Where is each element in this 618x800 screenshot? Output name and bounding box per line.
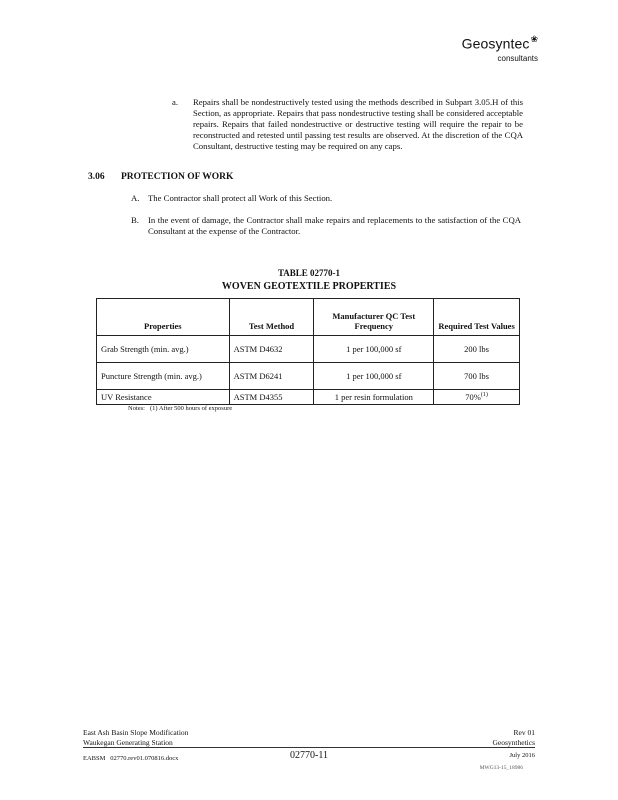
bates-number: MWG13-15_18986 (479, 765, 523, 771)
cell-value (434, 390, 520, 405)
table-row (97, 363, 520, 390)
cell-method: ASTM D4632 (229, 336, 314, 363)
cell-value-text: 70% (465, 392, 481, 402)
table-row (97, 390, 520, 405)
cell-property: Puncture Strength (min. avg.) (97, 363, 230, 390)
logo-subtitle: consultants (497, 54, 538, 64)
section-heading (88, 172, 233, 182)
cell-method: ASTM D4355 (229, 390, 314, 405)
footer-revision-info (493, 728, 536, 747)
table-row (97, 336, 520, 363)
footer-project-info (83, 728, 188, 747)
cell-method: ASTM D6241 (229, 363, 314, 390)
table-caption: TABLE 02770-1 (277, 268, 341, 278)
header-test-method: Test Method (229, 299, 314, 336)
item-a-text: Repairs shall be nondestructively tested using the methods described in Subpart 3.05.H of this Section, as appropriate. Repairs that pass nondestructive testing shall be considered acceptable repairs. Repairs that failed nondestructive or destructive testing will require the repair to be reconstructed and retested until passing test results are observed. At the discretion of the CQA Consultant, destructive testing may be required on any caps. (193, 97, 523, 151)
paragraph-a-text: The Contractor shall protect all Work of this Section. (148, 193, 333, 203)
paragraph-b-text: In the event of damage, the Contractor shall make repairs and replacements to the satisfaction of the CQA Consultant at the expense of the Contractor. (148, 215, 521, 236)
cell-frequency: 1 per 100,000 sf (314, 336, 434, 363)
logo-flower-icon: ❀ (530, 34, 538, 44)
footer-filename: EABSM 02770.rev01.070816.docx (83, 755, 179, 762)
logo-name: Geosyntec❀ (461, 34, 538, 52)
footer-rev: Rev 01 (513, 728, 535, 737)
header-qc-frequency: Manufacturer QC Test Frequency (314, 299, 434, 336)
header-properties: Properties (97, 299, 230, 336)
footer-project: East Ash Basin Slope Modification (83, 728, 189, 737)
properties-table (96, 298, 520, 405)
note-1: (1) After 500 hours of exposure (150, 405, 233, 412)
cell-property: UV Resistance (97, 390, 230, 405)
footer-divider (83, 747, 535, 748)
cell-value: 200 lbs (434, 336, 520, 363)
footnote-ref: (1) (480, 392, 488, 399)
footer-section: Geosynthetics (492, 737, 535, 747)
page-number: 02770-11 (290, 750, 328, 761)
cell-frequency: 1 per 100,000 sf (314, 363, 434, 390)
header-required-values: Required Test Values (434, 299, 520, 336)
table-header-row (97, 299, 520, 336)
paragraph-a-marker: A. (131, 193, 140, 203)
paragraph-b-marker: B. (131, 215, 139, 225)
footer-station: Waukegan Generating Station (83, 737, 173, 747)
cell-frequency: 1 per resin formulation (314, 390, 434, 405)
table-notes (128, 405, 232, 412)
item-a-marker: a. (172, 97, 179, 107)
section-number: 3.06 (88, 172, 105, 182)
section-title: PROTECTION OF WORK (121, 172, 234, 182)
table-title: WOVEN GEOTEXTILE PROPERTIES (221, 281, 397, 292)
cell-property: Grab Strength (min. avg.) (97, 336, 230, 363)
footer-date: July 2016 (509, 752, 535, 759)
notes-label: Notes: (128, 405, 145, 412)
company-logo (462, 34, 538, 63)
cell-value: 700 lbs (434, 363, 520, 390)
